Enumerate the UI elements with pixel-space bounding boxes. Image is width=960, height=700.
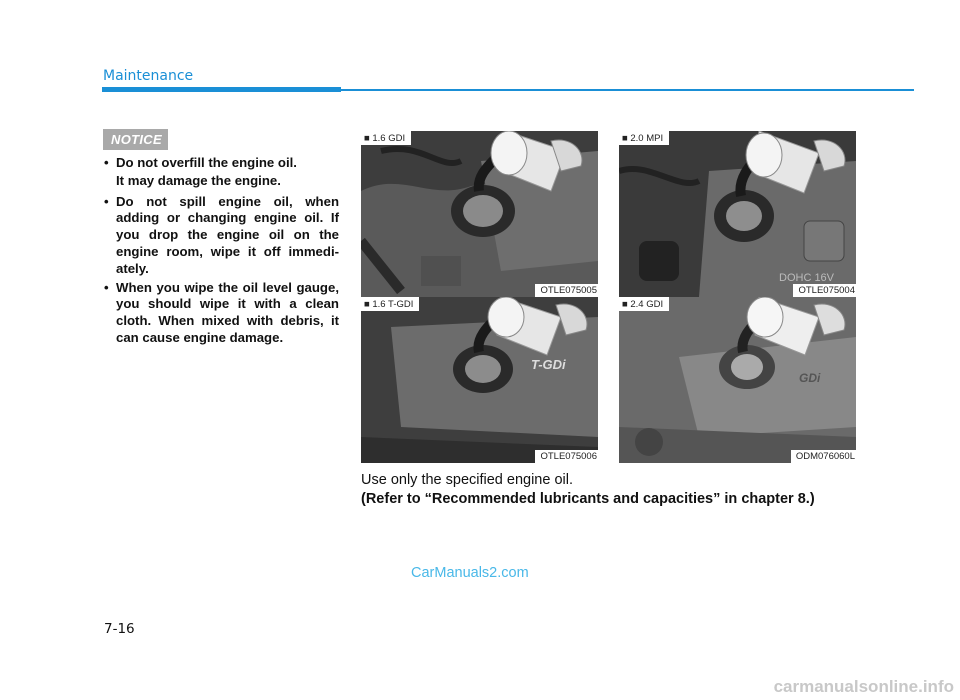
notice-item [103, 280, 339, 347]
engine-photo-1-6-gdi [361, 131, 598, 297]
figure-code: ODM076060L [791, 450, 856, 463]
notice-item-text: • Do not overfill the engine oil. [116, 155, 297, 170]
svg-text:GDi: GDi [799, 371, 821, 385]
engine-photo-2-4-gdi [619, 297, 856, 463]
page-number: 7-16 [104, 621, 135, 637]
watermark-link[interactable]: CarManuals2.com [411, 565, 529, 581]
notice-item-text: • When you wipe the oil level gauge, you should wipe it with a clean cloth. When mixed with debris, it can cause engine damage. [116, 279, 339, 345]
notice-item [103, 155, 339, 190]
engine-photo-1-6-t-gdi [361, 297, 598, 463]
engine-photo-2-0-mpi [619, 131, 856, 297]
footer-url[interactable]: carmanualsonline.info [773, 677, 954, 696]
engine-illustration [361, 297, 598, 463]
figure-code: OTLE075004 [793, 284, 856, 297]
notice-item [103, 194, 339, 278]
engine-illustration [361, 131, 598, 297]
notice-list [103, 155, 339, 349]
engine-illustration [619, 297, 856, 463]
svg-text:DOHC 16V: DOHC 16V [779, 272, 835, 284]
notice-item-text: • Do not spill engine oil, when adding or changing engine oil. If you drop the engine oil on the engine room, wipe it off immedi-ately. [116, 193, 339, 276]
notice-item-subtext: It may damage the engine. [116, 172, 281, 188]
header-rule-thin [341, 89, 914, 91]
section-title: Maintenance [103, 68, 194, 84]
body-text: Use only the specified engine oil. [361, 472, 573, 488]
figure-code: OTLE075005 [535, 284, 598, 297]
figure-label: ■ 2.0 MPI [619, 131, 669, 145]
engine-illustration [619, 131, 856, 297]
body-text-reference: (Refer to “Recommended lubricants and capacities” in chapter 8.) [361, 491, 815, 507]
header-rule-thick [102, 87, 341, 92]
figure-code: OTLE075006 [535, 450, 598, 463]
svg-text:T-GDi: T-GDi [531, 357, 566, 372]
figure-label: ■ 1.6 GDI [361, 131, 411, 145]
figure-label: ■ 1.6 T-GDI [361, 297, 419, 311]
notice-badge: NOTICE [103, 129, 168, 150]
figure-label: ■ 2.4 GDI [619, 297, 669, 311]
